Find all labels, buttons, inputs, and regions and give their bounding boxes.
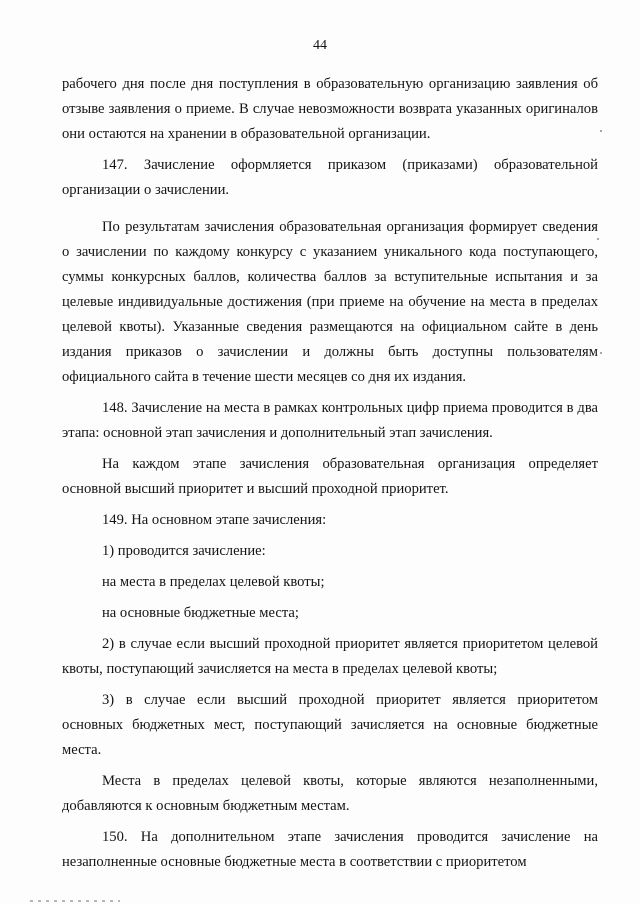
- document-body: [62, 72, 598, 875]
- paragraph-unfilled-places: Места в пределах целевой квоты, которые являются незаполненными, добавляются к основным бюджетным местам.: [62, 773, 598, 814]
- paragraph-148: 148. Зачисление на места в рамках контрольных цифр приема проводится в два этапа: основной этап зачисления и дополнительный этап зачисления.: [62, 400, 598, 441]
- scan-speck: [600, 352, 602, 354]
- scan-speck: [597, 238, 599, 240]
- list-item-budget-places: на основные бюджетные места;: [102, 605, 299, 621]
- paragraph-147: 147. Зачисление оформляется приказом (приказами) образовательной организации о зачислении.: [62, 157, 598, 198]
- scan-edge-artifact: [30, 900, 120, 902]
- paragraph-149: 149. На основном этапе зачисления:: [102, 512, 327, 528]
- list-item-2: 2) в случае если высший проходной приоритет является приоритетом целевой квоты, поступающий зачисляется на места в пределах целевой квоты;: [62, 636, 598, 677]
- paragraph-continuation: рабочего дня после дня поступления в образовательную организацию заявления об отзыве заявления о приеме. В случае невозможности возврата указанных оригиналов они остаются на хранении в образовательной организации.: [62, 76, 598, 142]
- paragraph-enrollment-results: По результатам зачисления образовательная организация формирует сведения о зачислении по каждому конкурсу с указанием уникального кода поступающего, суммы конкурсных баллов, количества баллов за вступительные испытания и за целевые индивидуальные достижения (при приеме на обучение на места в пределах целевой квоты). Указанные сведения размещаются на официальном сайте в день издания приказов о зачислении и должны быть доступны пользователям официального сайта в течение шести месяцев со дня их издания.: [62, 219, 598, 385]
- paragraph-150: 150. На дополнительном этапе зачисления проводится зачисление на незаполненные основные бюджетные места в соответствии с приоритетом: [62, 829, 598, 870]
- list-item-target-quota: на места в пределах целевой квоты;: [102, 574, 325, 590]
- scan-speck: [600, 130, 602, 132]
- paragraph-stage-priorities: На каждом этапе зачисления образовательная организация определяет основной высший приоритет и высший проходной приоритет.: [62, 456, 598, 497]
- list-item-3: 3) в случае если высший проходной приоритет является приоритетом основных бюджетных мест, поступающий зачисляется на основные бюджетные места.: [62, 692, 598, 758]
- list-item-1: 1) проводится зачисление:: [102, 543, 266, 559]
- page-number: 44: [313, 38, 327, 53]
